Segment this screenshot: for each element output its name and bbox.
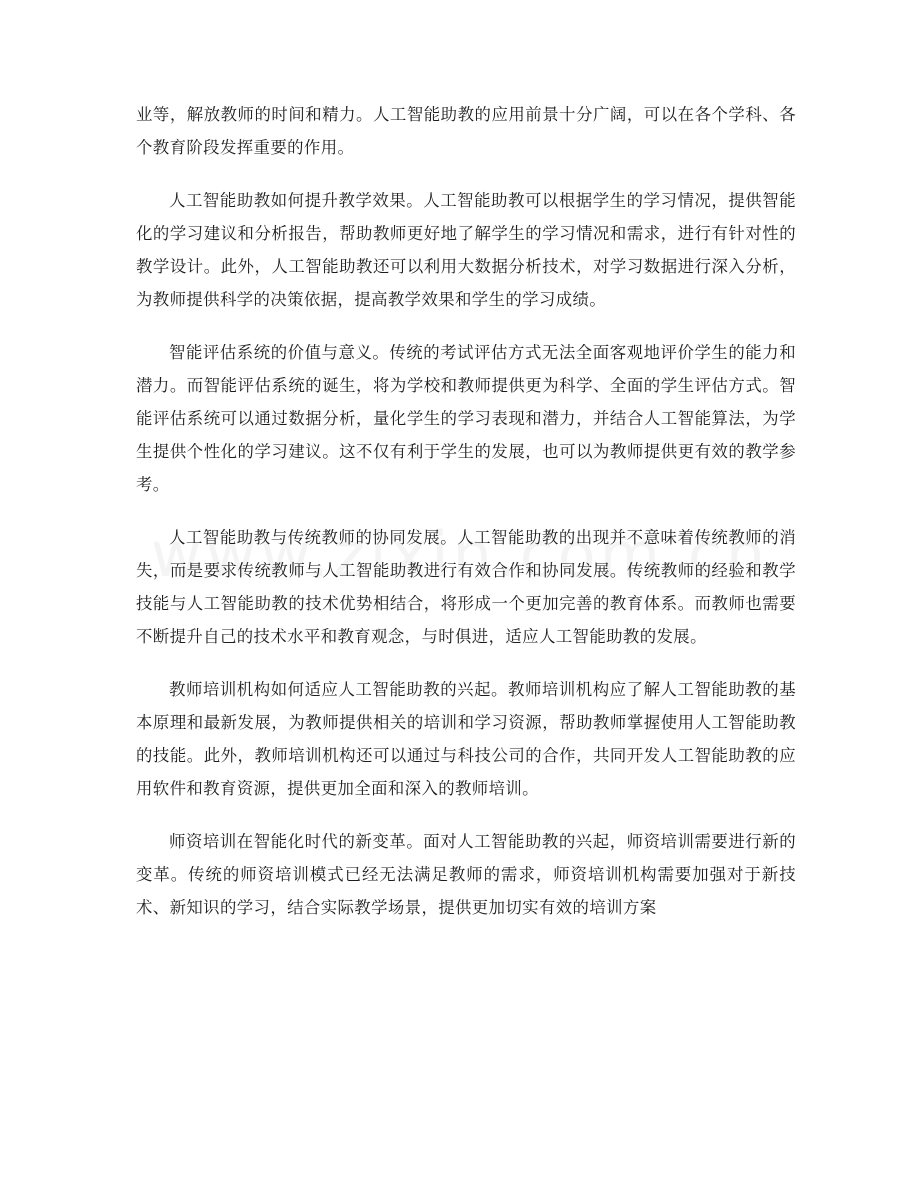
paragraph-6: 师资培训在智能化时代的新变革。面对人工智能助教的兴起，师资培训需要进行新的变革。传统的师资培训模式已经无法满足教师的需求，师资培训机构需要加强对于新技术、新知识的学习，结合实际教学场景，提供更加切实有效的培训方案 [136,832,796,917]
paragraph-2: 人工智能助教如何提升教学效果。人工智能助教可以根据学生的学习情况，提供智能化的学习建议和分析报告，帮助教师更好地了解学生的学习情况和需求，进行有针对性的教学设计。此外，人工智能助教还可以利用大数据分析技术，对学习数据进行深入分析，为教师提供科学的决策依据，提高教学效果和学生的学习成绩。 [136,191,796,309]
paragraph-4: 人工智能助教与传统教师的协同发展。人工智能助教的出现并不意味着传统教师的消失，而是要求传统教师与人工智能助教进行有效合作和协同发展。传统教师的经验和教学技能与人工智能助教的技术优势相结合，将形成一个更加完善的教育体系。而教师也需要不断提升自己的技术水平和教育观念，与时俱进，适应人工智能助教的发展。 [136,528,796,646]
paragraph-3: 智能评估系统的价值与意义。传统的考试评估方式无法全面客观地评价学生的能力和潜力。而智能评估系统的诞生，将为学校和教师提供更为科学、全面的学生评估方式。智能评估系统可以通过数据分析，量化学生的学习表现和潜力，并结合人工智能算法，为学生提供个性化的学习建议。这不仅有利于学生的发展，也可以为教师提供更有效的教学参考。 [136,343,796,494]
paragraph-1: 业等，解放教师的时间和精力。人工智能助教的应用前景十分广阔，可以在各个学科、各个教育阶段发挥重要的作用。 [136,105,796,157]
document-body [136,98,796,944]
paragraph-5: 教师培训机构如何适应人工智能助教的兴起。教师培训机构应了解人工智能助教的基本原理和最新发展，为教师提供相关的培训和学习资源，帮助教师掌握使用人工智能助教的技能。此外，教师培训机构还可以通过与科技公司的合作，共同开发人工智能助教的应用软件和教育资源，提供更加全面和深入的教师培训。 [136,680,796,798]
